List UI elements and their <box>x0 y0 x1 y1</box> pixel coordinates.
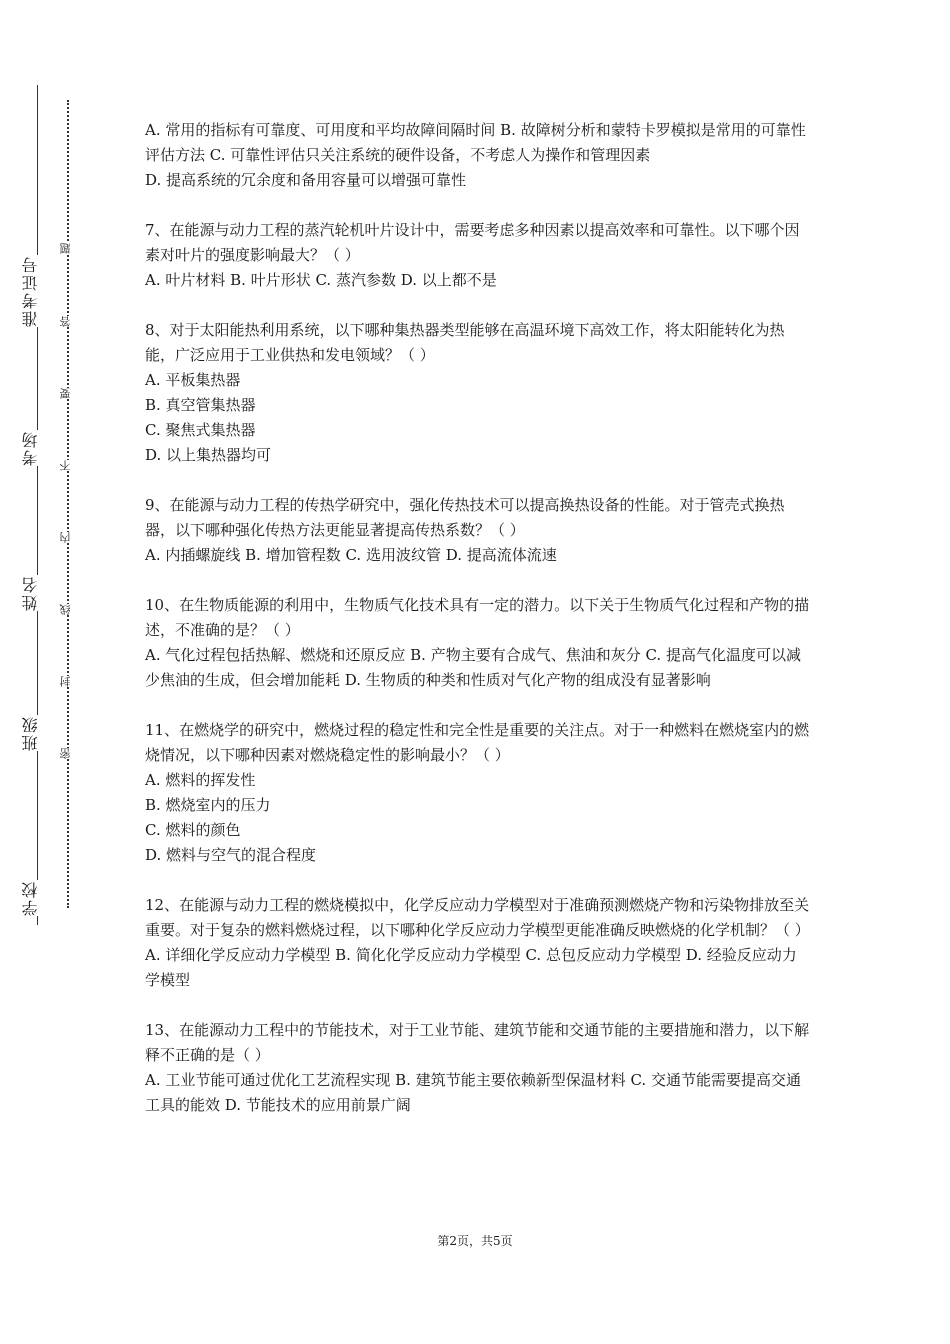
exam-room-label: 考场 <box>21 430 40 466</box>
question-options: A. 气化过程包括热解、燃烧和还原反应 B. 产物主要有合成气、焦油和灰分 C. 提高气化温度可以减少焦油的生成，但会增加能耗 D. 生物质的种类和性质对气化产物的组成没有显著影响 <box>145 646 801 689</box>
question-stem: 12、在能源与动力工程的燃烧模拟中，化学反应动力学模型对于准确预测燃烧产物和污染物排放至关重要。对于复杂的燃料燃烧过程，以下哪种化学反应动力学模型更能准确反映燃烧的化学机制？（ ） <box>145 896 810 939</box>
question-stem: 11、在燃烧学的研究中，燃烧过程的稳定性和完全性是重要的关注点。对于一种燃料在燃烧室内的燃烧情况，以下哪种因素对燃烧稳定性的影响最小？（ ） <box>145 721 810 764</box>
exam-id-label: 准考证号 <box>21 255 40 327</box>
seal-char: 要 <box>59 388 75 399</box>
question-options: A. 详细化学反应动力学模型 B. 简化化学反应动力学模型 C. 总包反应动力学模型 D. 经验反应动力学模型 <box>145 946 797 989</box>
question-stem: 8、对于太阳能热利用系统，以下哪种集热器类型能够在高温环境下高效工作，将太阳能转化为热能，广泛应用于工业供热和发电领域？（ ） <box>145 321 785 364</box>
question-list <box>145 118 810 1143</box>
question-option: B. 真空管集热器 <box>145 396 256 414</box>
page-number: 第2页，共5页 <box>437 1234 513 1248</box>
question-11 <box>145 718 810 868</box>
question-option: D. 以上集热器均可 <box>145 446 272 464</box>
question-stem: 10、在生物质能源的利用中，生物质气化技术具有一定的潜力。以下关于生物质气化过程和产物的描述，不准确的是？（ ） <box>145 596 810 639</box>
question-12 <box>145 893 810 993</box>
seal-char: 线 <box>59 604 75 615</box>
name-label: 姓名 <box>21 575 40 611</box>
question-option: C. 燃料的颜色 <box>145 821 241 839</box>
seal-dotted-line <box>67 100 69 908</box>
question-option: C. 聚焦式集热器 <box>145 421 256 439</box>
question-9 <box>145 493 810 568</box>
seal-char: 内 <box>59 532 75 543</box>
class-label: 班级 <box>21 715 40 751</box>
seal-char: 密 <box>59 748 75 759</box>
question-7 <box>145 218 810 293</box>
question-stem: 9、在能源与动力工程的传热学研究中，强化传热技术可以提高换热设备的性能。对于管壳式换热器，以下哪种强化传热方法更能显著提高传热系数？（ ） <box>145 496 785 539</box>
question-10 <box>145 593 810 693</box>
question-option: D. 燃料与空气的混合程度 <box>145 846 317 864</box>
seal-char: 答 <box>59 316 75 327</box>
question-option: A. 平板集热器 <box>145 371 241 389</box>
question-line: D. 提高系统的冗余度和备用容量可以增强可靠性 <box>145 171 467 189</box>
seal-char: 不 <box>59 460 75 471</box>
school-label: 学校 <box>21 880 40 916</box>
question-stem: 7、在能源与动力工程的蒸汽轮机叶片设计中，需要考虑多种因素以提高效率和可靠性。以下哪个因素对叶片的强度影响最大？（ ） <box>145 221 800 264</box>
seal-char: 题 <box>59 243 75 254</box>
question-line: A. 常用的指标有可靠度、可用度和平均故障间隔时间 B. 故障树分析和蒙特卡罗模拟是常用的可靠性评估方法 C. 可靠性评估只关注系统的硬件设备，不考虑人为操作和管理因素 <box>145 121 806 164</box>
binding-line <box>37 85 38 925</box>
seal-char: 封 <box>59 676 75 687</box>
question-6-continued <box>145 118 810 193</box>
question-options: A. 内插螺旋线 B. 增加管程数 C. 选用波纹管 D. 提高流体流速 <box>145 546 557 564</box>
question-option: B. 燃烧室内的压力 <box>145 796 271 814</box>
question-options: A. 工业节能可通过优化工艺流程实现 B. 建筑节能主要依赖新型保温材料 C. 交通节能需要提高交通工具的能效 D. 节能技术的应用前景广阔 <box>145 1071 801 1114</box>
question-8 <box>145 318 810 468</box>
question-13 <box>145 1018 810 1118</box>
question-option: A. 燃料的挥发性 <box>145 771 256 789</box>
question-stem: 13、在能源动力工程中的节能技术，对于工业节能、建筑节能和交通节能的主要措施和潜力，以下解释不正确的是（ ） <box>145 1021 810 1064</box>
question-options: A. 叶片材料 B. 叶片形状 C. 蒸汽参数 D. 以上都不是 <box>145 271 497 289</box>
